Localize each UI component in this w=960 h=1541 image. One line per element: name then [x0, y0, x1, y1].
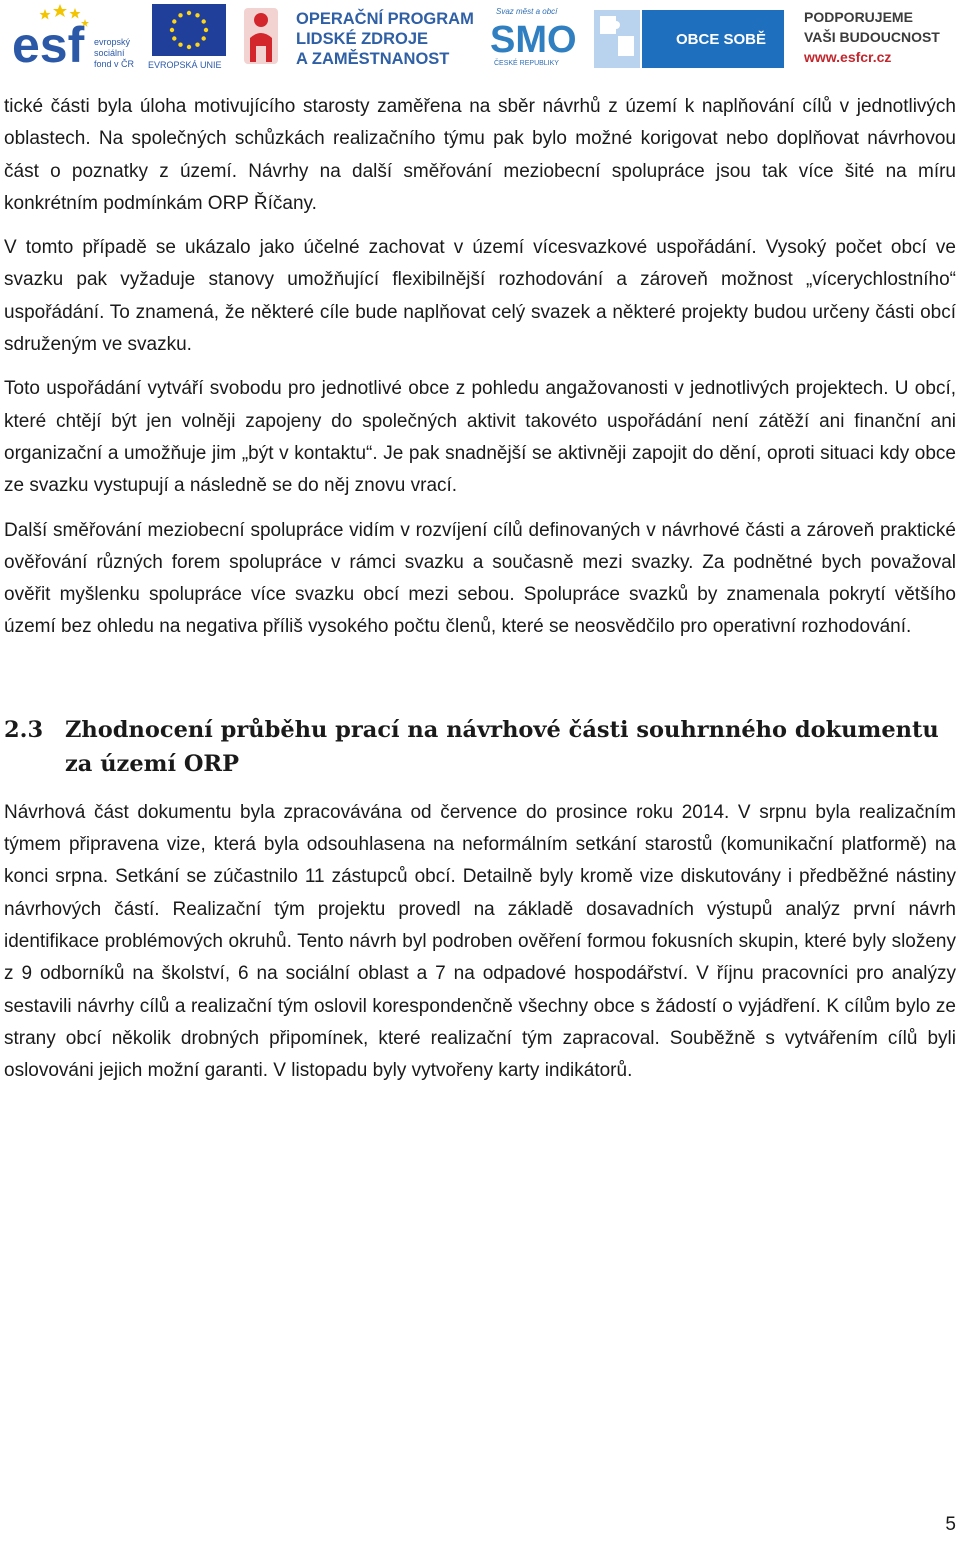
puzzle-icon — [594, 10, 640, 68]
eu-star-icon — [187, 11, 191, 15]
paragraph-4: Další směřování meziobecní spolupráce vidím v rozvíjení cílů definovaných v návrhové části a zároveň praktické ověřování různých forem spolupráce v rámci svazku a současně mezi svazky. Za podnětné bych považoval ověřit myšlenku spolupráce více svazku obcí mezi sebou. Spolupráce svazků by znamenala pokrytí většího území bez ohledu na negativa příliš vysokého počtu členů, které se neosvědčilo pro operativní rozhodování. — [4, 519, 956, 638]
esf-line-3: fond v ČR — [94, 59, 135, 69]
smo-subtitle: ČESKÉ REPUBLIKY — [494, 60, 559, 67]
page-number: 5 — [945, 1514, 956, 1535]
esf-line-2: sociální — [94, 48, 125, 58]
paragraph-3: Toto uspořádání vytváří svobodu pro jednotlivé obce z pohledu angažovanosti v jednotlivých projektech. U obcí, které chtějí být jen volněji zapojeny do společných aktivit takovéto uspořádání není zátěží ani finanční ani organizační a umožňuje jim „být v kontaktu“. Je pak snadnější se aktivněji zapojit do dění, oproti situaci kdy obce ze svazku vystupují a následně se do něj znovu vrací. — [4, 378, 956, 497]
eu-star-icon — [187, 45, 191, 49]
eu-star-icon — [178, 43, 182, 47]
podporujeme-url: www.esfcr.cz — [804, 49, 892, 65]
podporujeme-logo — [800, 2, 950, 72]
podporujeme-line-2: VAŠI BUDOUCNOST — [804, 29, 940, 45]
eu-star-icon — [195, 13, 199, 17]
document-body — [4, 91, 956, 1099]
op-logo — [238, 2, 478, 72]
op-line-2: LIDSKÉ ZDROJE — [296, 30, 429, 48]
paragraph-2: V tomto případě se ukázalo jako účelné zachovat v území vícesvazkové uspořádání. Vysoký počet obcí ve svazku pak vyžaduje stanovy umožňující flexibilnější rozhodování a zároveň možnost „vícerychlostního“ uspořádání. To znamená, že některé cíle bude naplňovat celý svazek a některé projekty budou určeny části obcí sdruženým ve svazku. — [4, 237, 956, 356]
esf-line-1: evropský — [94, 37, 131, 47]
eu-star-icon — [202, 36, 206, 40]
esf-logo — [12, 2, 148, 72]
smo-logo — [486, 2, 580, 72]
section-title: Zhodnocení průběhu prací na návrhové části souhrnného dokumentu za území ORP — [65, 716, 939, 777]
smo-mark: SMO — [490, 19, 577, 61]
obce-sobe-text: OBCE SOBĚ — [676, 31, 767, 48]
op-line-1: OPERAČNÍ PROGRAM — [296, 10, 474, 28]
eu-star-icon — [178, 13, 182, 17]
smo-tagline: Svaz měst a obcí — [496, 7, 558, 16]
eu-caption: EVROPSKÁ UNIE — [148, 60, 222, 70]
eu-star-icon — [202, 19, 206, 23]
op-line-3: A ZAMĚSTNANOST — [296, 50, 450, 68]
esf-mark: esf — [12, 17, 85, 72]
eu-star-icon — [204, 28, 208, 32]
eu-star-icon — [170, 28, 174, 32]
eu-star-icon — [195, 43, 199, 47]
eu-logo — [148, 2, 232, 72]
obce-sobe-logo — [594, 2, 786, 72]
eu-star-icon — [172, 19, 176, 23]
eu-star-icon — [172, 36, 176, 40]
section-paragraph: Návrhová část dokumentu byla zpracovávána od července do prosince roku 2014. V srpnu byla realizačním týmem připravena vize, která byla odsouhlasena na neformálním setkání starostů (komunikační platformě) na konci srpna. Setkání se zúčastnilo 11 zástupců obcí. Detailně byly kromě vize diskutovány i předběžné nástiny návrhových částí. Realizační tým projektu provedl na základě dosavadních výstupů analýz první návrh identifikace problémových okruhů. Tento návrh byl podroben ověření formou fokusních skupin, které byly složeny z 9 odborníků na školství, 6 na sociální oblast a 7 na odpadové hospodářství. V říjnu pracovníci pro analýzy sestavili návrhy cílů a realizační tým oslovil korespondenčně všechny obce s žádostí o vyjádření. K cílům bylo ze strany obcí několik drobných připomínek, které realizační tým zapracoval. Souběžně s vytvářením cílů byli oslovováni jejich možní garanti. V listopadu byly vytvořeny karty indikátorů. — [4, 801, 956, 1082]
section-number: 2.3 — [4, 716, 44, 743]
section-heading — [4, 713, 956, 781]
op-figure-icon — [244, 8, 278, 64]
paragraph-1: tické části byla úloha motivujícího starosty zaměřena na sběr návrhů z území k naplňování cílů v jednotlivých oblastech. Na společných schůzkách realizačního týmu pak bylo možné korigovat nebo doplňovat návrhovou část o poznatky z území. Návrhy na další směřování meziobecní spolupráce jsou tak více šité na míru konkrétním podmínkám ORP Říčany. — [4, 96, 956, 214]
logo-header — [0, 0, 960, 76]
podporujeme-line-1: PODPORUJEME — [804, 9, 913, 25]
